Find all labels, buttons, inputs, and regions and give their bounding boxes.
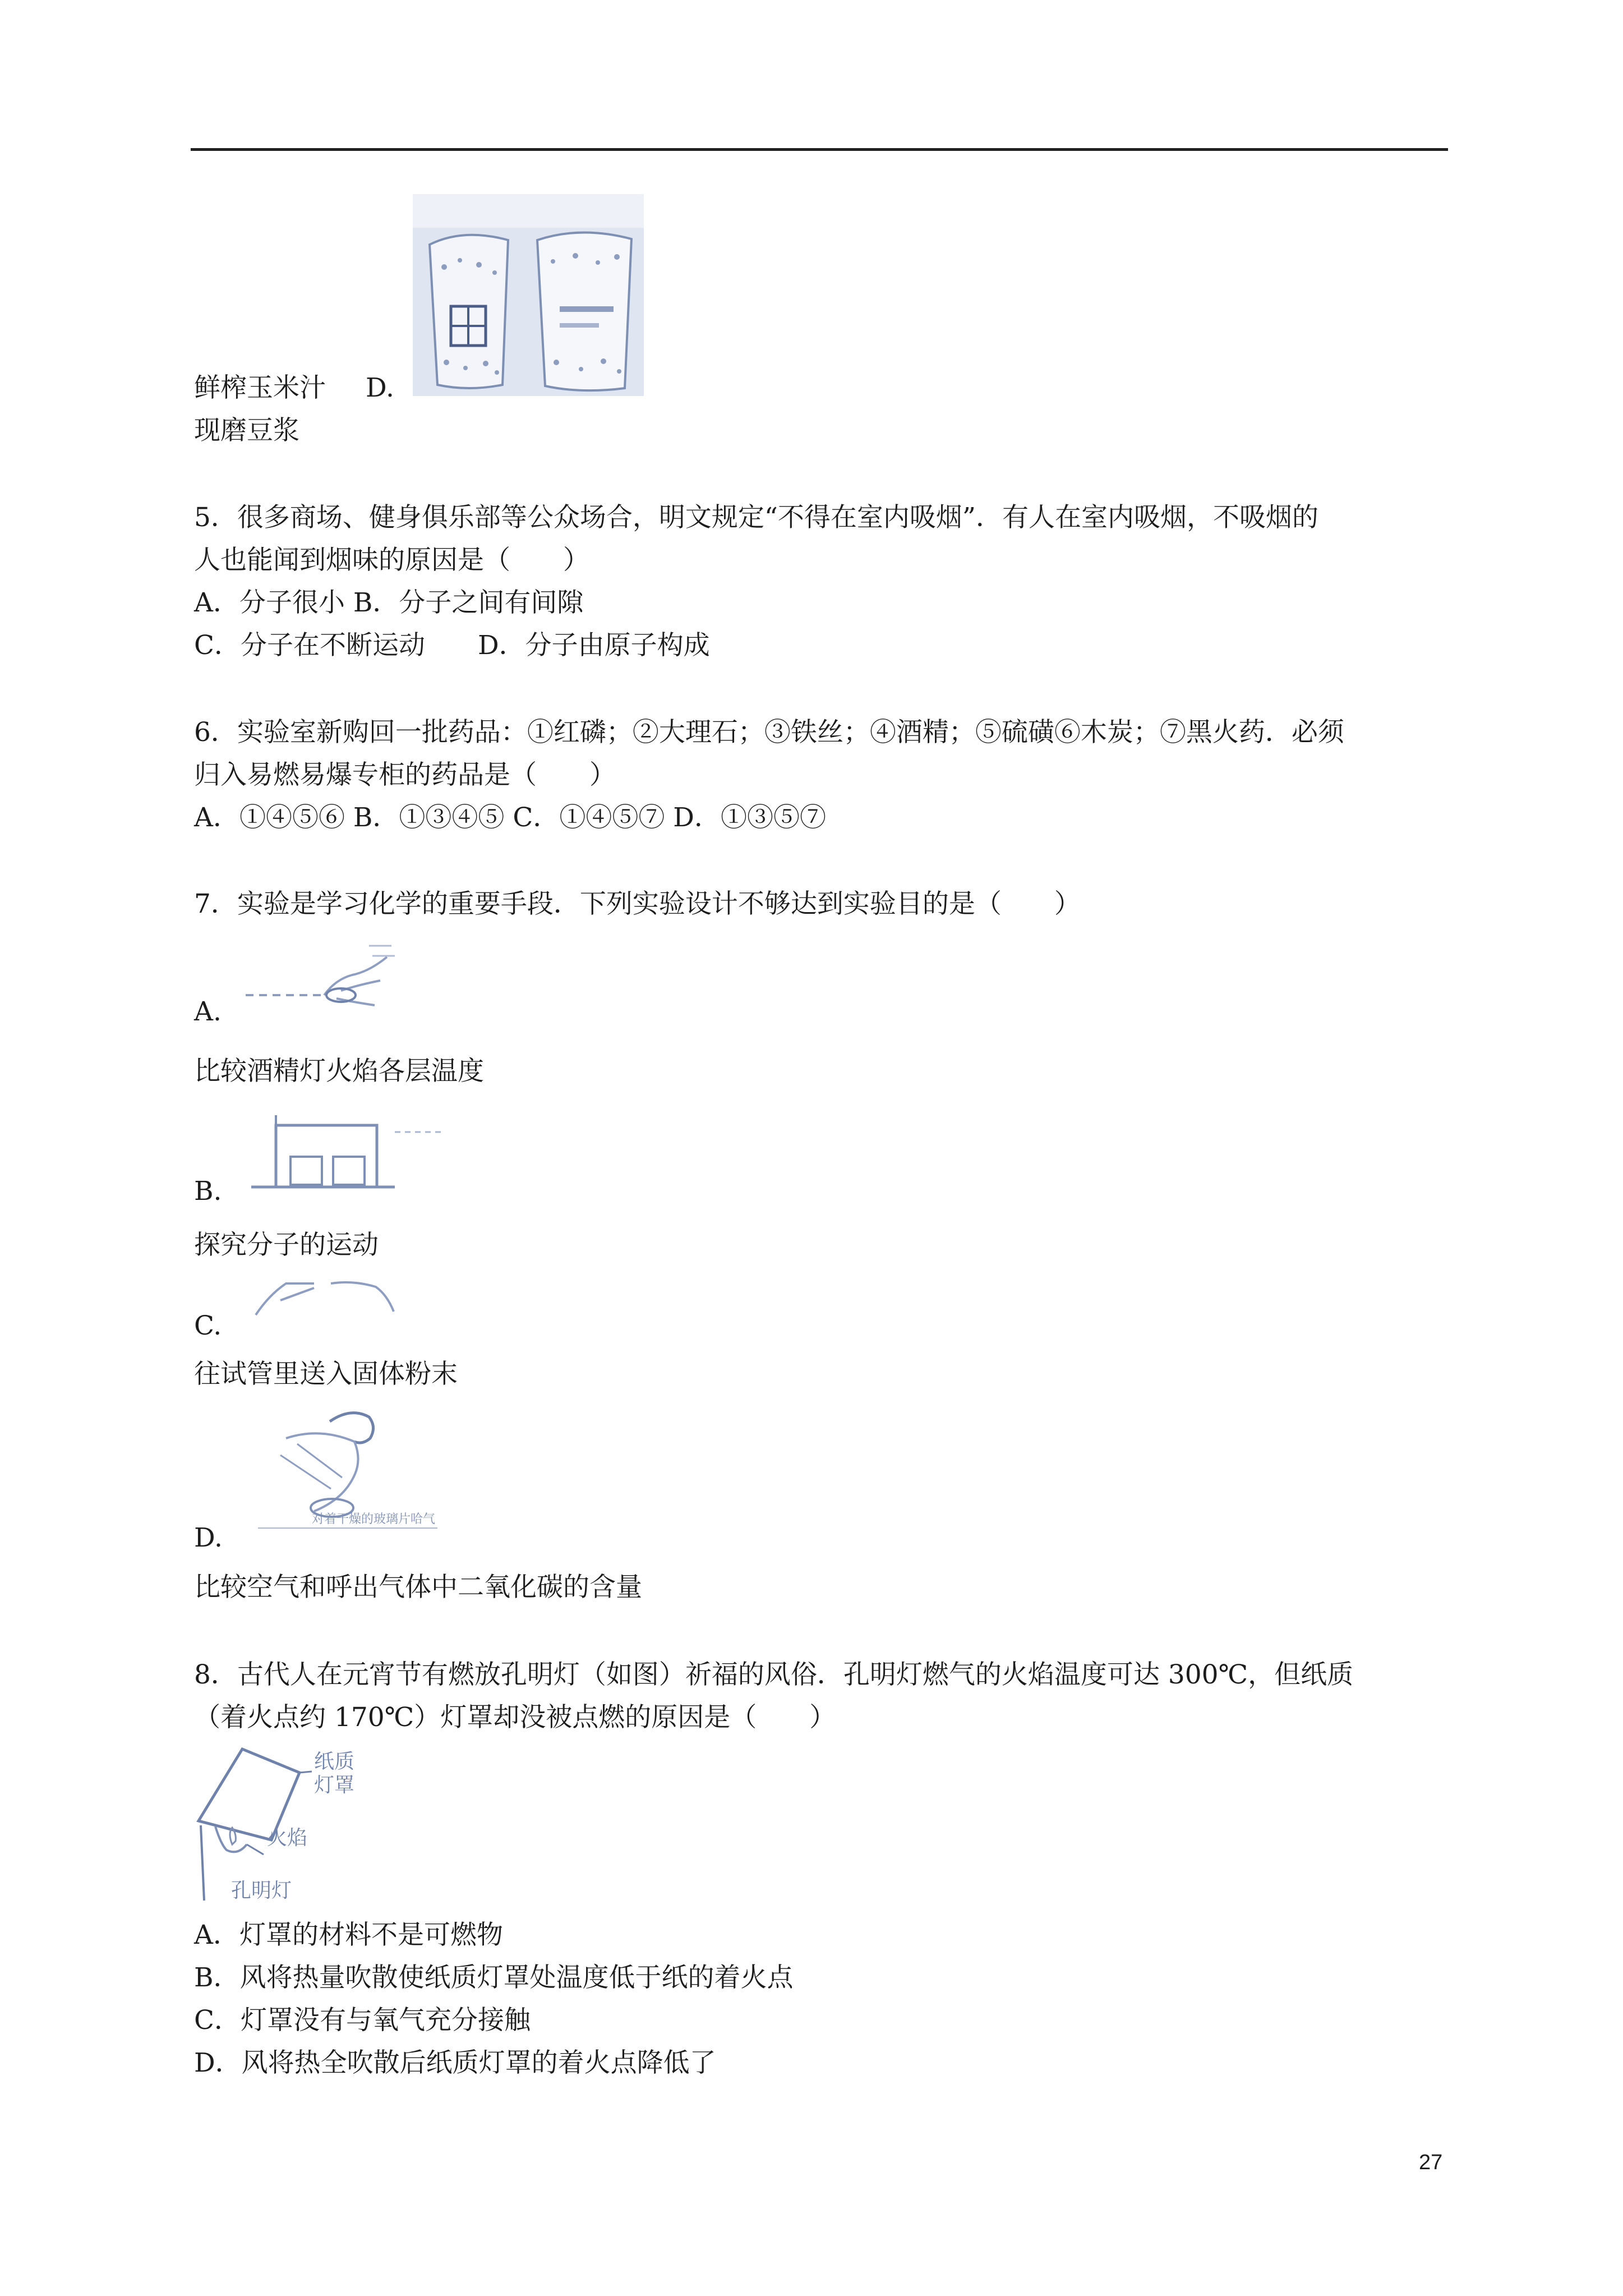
q7-option-c-caption: 往试管里送入固体粉末 — [194, 1359, 458, 1389]
q6-stem-line1: 6．实验室新购回一批药品：①红磷；②大理石；③铁丝；④酒精；⑤硫磺⑥木炭；⑦黑火药．必须 — [194, 717, 1344, 748]
header-rule — [191, 148, 1448, 151]
q7-c-test-tube-figure — [247, 1272, 404, 1323]
q4-option-c-caption: 鲜榨玉米汁 — [194, 372, 326, 403]
q5-stem-line1: 5．很多商场、健身俱乐部等公众场合，明文规定“不得在室内吸烟”．有人在室内吸烟，不吸烟的 — [194, 502, 1318, 533]
q5-options-line2: C．分子在不断运动 D．分子由原子构成 — [194, 630, 710, 661]
q7-option-d-label: D. — [194, 1522, 223, 1553]
q7-option-a-caption: 比较酒精灯火焰各层温度 — [194, 1056, 484, 1087]
q8-option-c: C．灯罩没有与氧气充分接触 — [194, 2005, 531, 2036]
q6-stem-line2: 归入易燃易爆专柜的药品是（ ） — [194, 760, 616, 790]
q5-stem-line2: 人也能闻到烟味的原因是（ ） — [194, 545, 589, 576]
q8-label-lantern: 孔明灯 — [231, 1879, 292, 1902]
q7-stem: 7．实验是学习化学的重要手段．下列实验设计不够达到实验目的是（ ） — [194, 889, 1081, 919]
q8-option-b: B．风将热量吹散使纸质灯罩处温度低于纸的着火点 — [194, 1962, 794, 1993]
q7-option-a-label: A. — [194, 996, 222, 1027]
q8-option-d: D．风将热全吹散后纸质灯罩的着火点降低了 — [194, 2047, 716, 2078]
q4-option-d-caption: 现磨豆浆 — [194, 415, 299, 446]
q7-b-beaker-figure — [240, 1108, 453, 1193]
soymilk-cups-photo — [413, 194, 644, 396]
q7-option-b-label: B. — [194, 1176, 222, 1207]
q8-label-shade: 纸质灯罩 — [314, 1750, 355, 1797]
page-number: 27 — [1419, 2151, 1443, 2174]
q7-option-d-caption: 比较空气和呼出气体中二氧化碳的含量 — [194, 1572, 642, 1603]
q7-d-figure-text: 对着干燥的玻璃片哈气 — [312, 1512, 436, 1526]
q7-a-match-in-flame-figure — [240, 940, 408, 1019]
q7-option-b-caption: 探究分子的运动 — [194, 1230, 379, 1260]
q8-stem-line2: （着火点约 170℃）灯罩却没被点燃的原因是（ ） — [194, 1702, 836, 1733]
q5-options-line1: A．分子很小 B．分子之间有间隙 — [194, 587, 584, 618]
q8-label-flame: 火焰 — [267, 1826, 308, 1849]
q7-option-c-label: C. — [194, 1310, 222, 1341]
q8-stem-line1: 8．古代人在元宵节有燃放孔明灯（如图）祈福的风俗．孔明灯燃气的火焰温度可达 300℃，但纸质 — [194, 1659, 1354, 1690]
q4-option-d-label: D. — [366, 372, 394, 403]
q8-option-a: A．灯罩的材料不是可燃物 — [194, 1920, 503, 1950]
q6-options: A．①④⑤⑥ B．①③④⑤ C．①④⑤⑦ D．①③⑤⑦ — [194, 802, 826, 833]
